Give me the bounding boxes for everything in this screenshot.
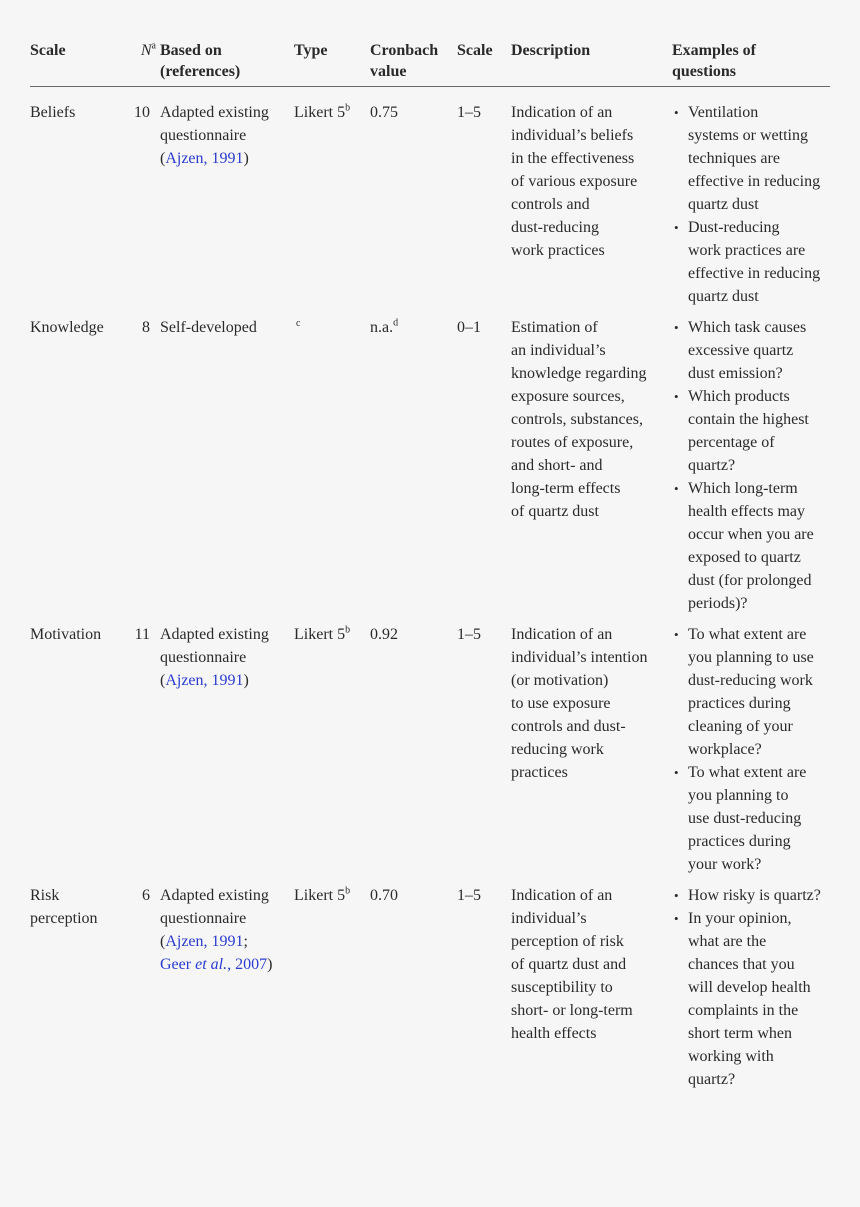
example-line: work practices are bbox=[688, 242, 806, 259]
description-text: health effects bbox=[511, 1025, 597, 1042]
based-on-text: Self-developed bbox=[160, 319, 257, 336]
cell-cronbach bbox=[370, 87, 457, 309]
header-n: $N^a$ bbox=[126, 40, 160, 87]
example-line: effective in reducing bbox=[688, 265, 821, 282]
description-text: work practices bbox=[511, 242, 605, 259]
description-text: practices bbox=[511, 764, 568, 781]
example-line: you planning to use bbox=[688, 649, 814, 666]
reference-link[interactable] bbox=[165, 150, 243, 167]
example-line: periods)? bbox=[688, 595, 748, 612]
example-line: will develop health bbox=[688, 979, 811, 996]
example-line: what are the bbox=[688, 933, 767, 950]
example-line: percentage of bbox=[688, 434, 775, 451]
table-row bbox=[30, 876, 830, 1091]
scales-table bbox=[30, 40, 830, 1091]
reference-text: Geer bbox=[160, 956, 196, 973]
example-question bbox=[672, 761, 830, 876]
description-text: and short- and bbox=[511, 457, 603, 474]
footnote-mark: d bbox=[393, 317, 399, 329]
based-on-text: Adapted existing bbox=[160, 104, 269, 121]
cell-based-on bbox=[160, 87, 294, 309]
cell-n bbox=[126, 308, 160, 615]
cell-type bbox=[294, 615, 370, 876]
cell-examples bbox=[672, 87, 830, 309]
ref-punct: ( bbox=[160, 150, 166, 167]
reference-link[interactable] bbox=[165, 672, 243, 689]
example-question bbox=[672, 216, 830, 308]
example-line: excessive quartz bbox=[688, 342, 794, 359]
description-text: in the effectiveness bbox=[511, 150, 635, 167]
cell-type bbox=[294, 876, 370, 1091]
cronbach-value: 0.92 bbox=[370, 626, 398, 643]
table-body bbox=[30, 87, 830, 1092]
description-text: Indication of an bbox=[511, 626, 613, 643]
example-line: quartz dust bbox=[688, 196, 759, 213]
cell-scale bbox=[30, 876, 126, 1091]
example-line: Which products bbox=[688, 388, 790, 405]
cell-based-on bbox=[160, 876, 294, 1091]
description-text: exposure sources, bbox=[511, 388, 625, 405]
description-text: perception of risk bbox=[511, 933, 624, 950]
scale-range: 1–5 bbox=[457, 104, 481, 121]
cell-scale bbox=[30, 615, 126, 876]
example-line: To what extent are bbox=[688, 626, 807, 643]
footnote-mark: b bbox=[345, 885, 351, 897]
type-text: Likert 5 bbox=[294, 626, 346, 643]
description-text: controls and bbox=[511, 196, 590, 213]
header-examples: Examples of questions bbox=[672, 40, 830, 87]
based-on-text: Adapted existing bbox=[160, 887, 269, 904]
example-line: occur when you are bbox=[688, 526, 814, 543]
cell-scale-range bbox=[457, 308, 511, 615]
scale-label: Beliefs bbox=[30, 104, 76, 121]
cronbach-value: n.a. bbox=[370, 319, 394, 336]
example-line: In your opinion, bbox=[688, 910, 792, 927]
table-row bbox=[30, 308, 830, 615]
description-text: of various exposure bbox=[511, 173, 638, 190]
examples-list bbox=[672, 101, 830, 308]
cell-description bbox=[511, 615, 672, 876]
example-line: use dust-reducing bbox=[688, 810, 802, 827]
reference-link[interactable] bbox=[165, 933, 243, 950]
description-text: reducing work bbox=[511, 741, 604, 758]
item-count: 10 bbox=[134, 104, 150, 121]
scale-label: Risk bbox=[30, 887, 60, 904]
cell-examples bbox=[672, 876, 830, 1091]
cell-based-on bbox=[160, 615, 294, 876]
example-question bbox=[672, 385, 830, 477]
header-based-on: Based on (references) bbox=[160, 40, 294, 87]
based-on-text: Adapted existing bbox=[160, 626, 269, 643]
reference-text: Ajzen, 1991 bbox=[165, 933, 244, 950]
example-line: your work? bbox=[688, 856, 762, 873]
example-line: Which long-term bbox=[688, 480, 798, 497]
example-line: contain the highest bbox=[688, 411, 809, 428]
header-description: Description bbox=[511, 40, 672, 87]
description-text: controls and dust- bbox=[511, 718, 626, 735]
cell-scale bbox=[30, 308, 126, 615]
description-text: susceptibility to bbox=[511, 979, 613, 996]
table-row bbox=[30, 87, 830, 309]
example-line: practices during bbox=[688, 833, 791, 850]
item-count: 6 bbox=[142, 887, 150, 904]
example-line: dust-reducing work bbox=[688, 672, 813, 689]
cell-n bbox=[126, 615, 160, 876]
scale-range: 1–5 bbox=[457, 887, 481, 904]
description-text: (or motivation) bbox=[511, 672, 609, 689]
cell-description bbox=[511, 876, 672, 1091]
example-question bbox=[672, 907, 830, 1091]
cell-scale-range bbox=[457, 87, 511, 309]
examples-list bbox=[672, 316, 830, 615]
cell-cronbach bbox=[370, 876, 457, 1091]
ref-punct: ) bbox=[243, 672, 249, 689]
footnote-mark: c bbox=[296, 317, 301, 329]
scale-range: 1–5 bbox=[457, 626, 481, 643]
cell-scale bbox=[30, 87, 126, 309]
reference-text: Ajzen, 1991 bbox=[165, 672, 244, 689]
example-question bbox=[672, 316, 830, 385]
example-line: quartz dust bbox=[688, 288, 759, 305]
example-line: practices during bbox=[688, 695, 791, 712]
cell-type bbox=[294, 87, 370, 309]
example-question bbox=[672, 884, 830, 907]
ref-punct: ) bbox=[267, 956, 273, 973]
description-text: knowledge regarding bbox=[511, 365, 647, 382]
header-type: Type bbox=[294, 40, 370, 87]
example-question bbox=[672, 101, 830, 216]
example-line: workplace? bbox=[688, 741, 762, 758]
example-line: techniques are bbox=[688, 150, 780, 167]
description-text: long-term effects bbox=[511, 480, 621, 497]
table-header bbox=[30, 40, 830, 87]
example-line: quartz? bbox=[688, 457, 736, 474]
cell-description bbox=[511, 87, 672, 309]
reference-text: Ajzen, 1991 bbox=[165, 150, 244, 167]
example-line: health effects may bbox=[688, 503, 805, 520]
footnote-mark: b bbox=[345, 102, 351, 114]
examples-list bbox=[672, 884, 830, 1091]
example-line: How risky is quartz? bbox=[688, 887, 821, 904]
description-text: controls, substances, bbox=[511, 411, 643, 428]
cell-scale-range bbox=[457, 615, 511, 876]
type-text: Likert 5 bbox=[294, 104, 346, 121]
reference-link[interactable] bbox=[160, 956, 267, 973]
example-line: exposed to quartz bbox=[688, 549, 801, 566]
description-text: to use exposure bbox=[511, 695, 611, 712]
cronbach-value: 0.75 bbox=[370, 104, 398, 121]
ref-punct: ( bbox=[160, 672, 166, 689]
based-on-text: questionnaire bbox=[160, 127, 247, 144]
cell-cronbach bbox=[370, 615, 457, 876]
scale-label: Motivation bbox=[30, 626, 102, 643]
cell-examples bbox=[672, 615, 830, 876]
examples-list bbox=[672, 623, 830, 876]
example-question bbox=[672, 477, 830, 615]
example-line: systems or wetting bbox=[688, 127, 808, 144]
footnote-mark: b bbox=[345, 624, 351, 636]
description-text: Indication of an bbox=[511, 104, 613, 121]
header-scale-range: Scale bbox=[457, 40, 511, 87]
example-line: short term when bbox=[688, 1025, 792, 1042]
based-on-text: questionnaire bbox=[160, 649, 247, 666]
example-line: To what extent are bbox=[688, 764, 807, 781]
example-line: Ventilation bbox=[688, 104, 759, 121]
example-line: chances that you bbox=[688, 956, 795, 973]
item-count: 8 bbox=[142, 319, 150, 336]
scale-label: perception bbox=[30, 910, 98, 927]
item-count: 11 bbox=[134, 626, 150, 643]
ref-punct: ( bbox=[160, 933, 166, 950]
description-text: individual’s intention bbox=[511, 649, 648, 666]
cell-based-on bbox=[160, 308, 294, 615]
header-cronbach: Cronbach value bbox=[370, 40, 457, 87]
example-line: effective in reducing bbox=[688, 173, 821, 190]
cell-n bbox=[126, 876, 160, 1091]
cell-n bbox=[126, 87, 160, 309]
description-text: individual’s bbox=[511, 910, 587, 927]
example-line: Which task causes bbox=[688, 319, 807, 336]
example-line: dust emission? bbox=[688, 365, 783, 382]
example-line: dust (for prolonged bbox=[688, 572, 812, 589]
reference-year: , 2007 bbox=[227, 956, 268, 973]
table-row bbox=[30, 615, 830, 876]
description-text: routes of exposure, bbox=[511, 434, 634, 451]
cronbach-value: 0.70 bbox=[370, 887, 398, 904]
type-text: Likert 5 bbox=[294, 887, 346, 904]
cell-scale-range bbox=[457, 876, 511, 1091]
example-line: complaints in the bbox=[688, 1002, 799, 1019]
example-question bbox=[672, 623, 830, 761]
cell-description bbox=[511, 308, 672, 615]
example-line: quartz? bbox=[688, 1071, 736, 1088]
description-text: individual’s beliefs bbox=[511, 127, 634, 144]
example-line: working with bbox=[688, 1048, 774, 1065]
description-text: an individual’s bbox=[511, 342, 606, 359]
example-line: Dust-reducing bbox=[688, 219, 780, 236]
scale-range: 0–1 bbox=[457, 319, 481, 336]
based-on-text: questionnaire bbox=[160, 910, 247, 927]
example-line: you planning to bbox=[688, 787, 789, 804]
ref-punct: ; bbox=[243, 933, 248, 950]
reference-italic: et al. bbox=[195, 956, 228, 973]
cell-examples bbox=[672, 308, 830, 615]
cell-cronbach bbox=[370, 308, 457, 615]
description-text: of quartz dust bbox=[511, 503, 599, 520]
description-text: of quartz dust and bbox=[511, 956, 627, 973]
cell-type bbox=[294, 308, 370, 615]
scale-label: Knowledge bbox=[30, 319, 104, 336]
description-text: dust-reducing bbox=[511, 219, 599, 236]
description-text: Estimation of bbox=[511, 319, 598, 336]
ref-punct: ) bbox=[243, 150, 249, 167]
example-line: cleaning of your bbox=[688, 718, 793, 735]
description-text: short- or long-term bbox=[511, 1002, 633, 1019]
header-scale: Scale bbox=[30, 40, 126, 87]
description-text: Indication of an bbox=[511, 887, 613, 904]
